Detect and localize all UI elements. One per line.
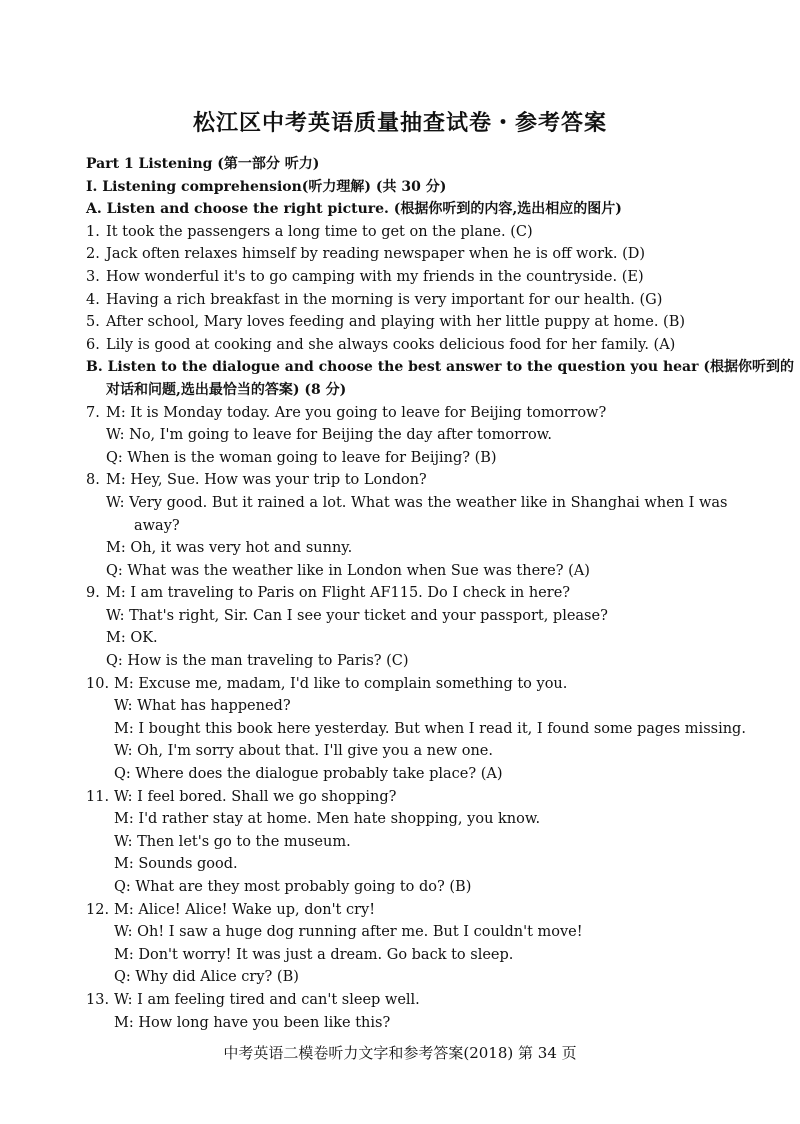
dialogue-line: W: No, I'm going to leave for Beijing the day after tomorrow.	[106, 427, 552, 444]
part-heading: Part 1 Listening (第一部分 听力)	[86, 156, 320, 172]
dialogue-line: W: Oh, I'm sorry about that. I'll give you a new one.	[114, 743, 493, 760]
dialogue-line-cont: away?	[134, 517, 180, 534]
dialogue-line: 12. M: Alice! Alice! Wake up, don't cry!	[86, 901, 376, 918]
dialogue-question: Q: What was the weather like in London when Sue was there? (A)	[106, 562, 590, 579]
dialogue-question: Q: Where does the dialogue probably take place? (A)	[114, 766, 503, 783]
list-item: 2. Jack often relaxes himself by reading newspaper when he is off work. (D)	[86, 246, 646, 263]
dialogue-line: W: What has happened?	[114, 698, 291, 715]
dialogue-line: 13. W: I am feeling tired and can't sleep well.	[86, 991, 420, 1008]
dialogue-line: M: I'd rather stay at home. Men hate shopping, you know.	[114, 811, 541, 828]
dialogue-line: 9. M: I am traveling to Paris on Flight AF115. Do I check in here?	[86, 585, 571, 602]
dialogue-line: 10. M: Excuse me, madam, I'd like to complain something to you.	[86, 675, 568, 692]
page-footer: 中考英语二模卷听力文字和参考答案(2018) 第 34 页	[223, 1044, 577, 1062]
dialogue-line: W: Very good. But it rained a lot. What was the weather like in Shanghai when I was	[106, 494, 728, 511]
dialogue-line: M: Sounds good.	[114, 856, 238, 873]
dialogue-question: Q: Why did Alice cry? (B)	[114, 969, 299, 986]
document-body	[86, 150, 794, 1034]
dialogue-line: W: That's right, Sir. Can I see your ticket and your passport, please?	[106, 607, 608, 624]
dialogue-line: M: I bought this book here yesterday. But when I read it, I found some pages missing.	[114, 720, 746, 737]
dialogue-line: 11. W: I feel bored. Shall we go shopping?	[86, 788, 397, 805]
dialogue-line: 7. M: It is Monday today. Are you going to leave for Beijing tomorrow?	[86, 404, 607, 421]
list-item: 5. After school, Mary loves feeding and playing with her little puppy at home. (B)	[86, 314, 686, 331]
dialogue-question: Q: How is the man traveling to Paris? (C)	[106, 653, 409, 670]
list-item: 6. Lily is good at cooking and she always cooks delicious food for her family. (A)	[86, 336, 676, 353]
section-b-heading: B. Listen to the dialogue and choose the best answer to the question you hear (根据你听到的	[86, 359, 794, 376]
dialogue-line: M: OK.	[106, 630, 158, 647]
dialogue-question: Q: What are they most probably going to do? (B)	[114, 879, 472, 895]
section-heading: Ⅰ. Listening comprehension(听力理解) (共 30 分)	[86, 178, 447, 195]
dialogue-line: W: Then let's go to the museum.	[114, 833, 351, 850]
dialogue-question: Q: When is the woman going to leave for Beijing? (B)	[106, 449, 497, 466]
list-item: 1. It took the passengers a long time to get on the plane. (C)	[86, 223, 533, 240]
page-title: 松江区中考英语质量抽查试卷・参考答案	[192, 111, 607, 136]
section-a-heading: A. Listen and choose the right picture. (根据你听到的内容,选出相应的图片)	[86, 201, 622, 218]
dialogue-line: M: Don't worry! It was just a dream. Go back to sleep.	[114, 946, 514, 963]
dialogue-line: M: How long have you been like this?	[114, 1014, 391, 1031]
dialogue-line: M: Oh, it was very hot and sunny.	[106, 540, 353, 557]
dialogue-line: 8. M: Hey, Sue. How was your trip to London?	[86, 472, 427, 489]
list-item: 4. Having a rich breakfast in the morning is very important for our health. (G)	[86, 291, 663, 308]
section-b-heading-cont: 对话和问题,选出最恰当的答案) (8 分)	[106, 381, 347, 398]
dialogue-line: W: Oh! I saw a huge dog running after me. But I couldn't move!	[114, 924, 583, 941]
list-item: 3. How wonderful it's to go camping with my friends in the countryside. (E)	[86, 268, 644, 285]
